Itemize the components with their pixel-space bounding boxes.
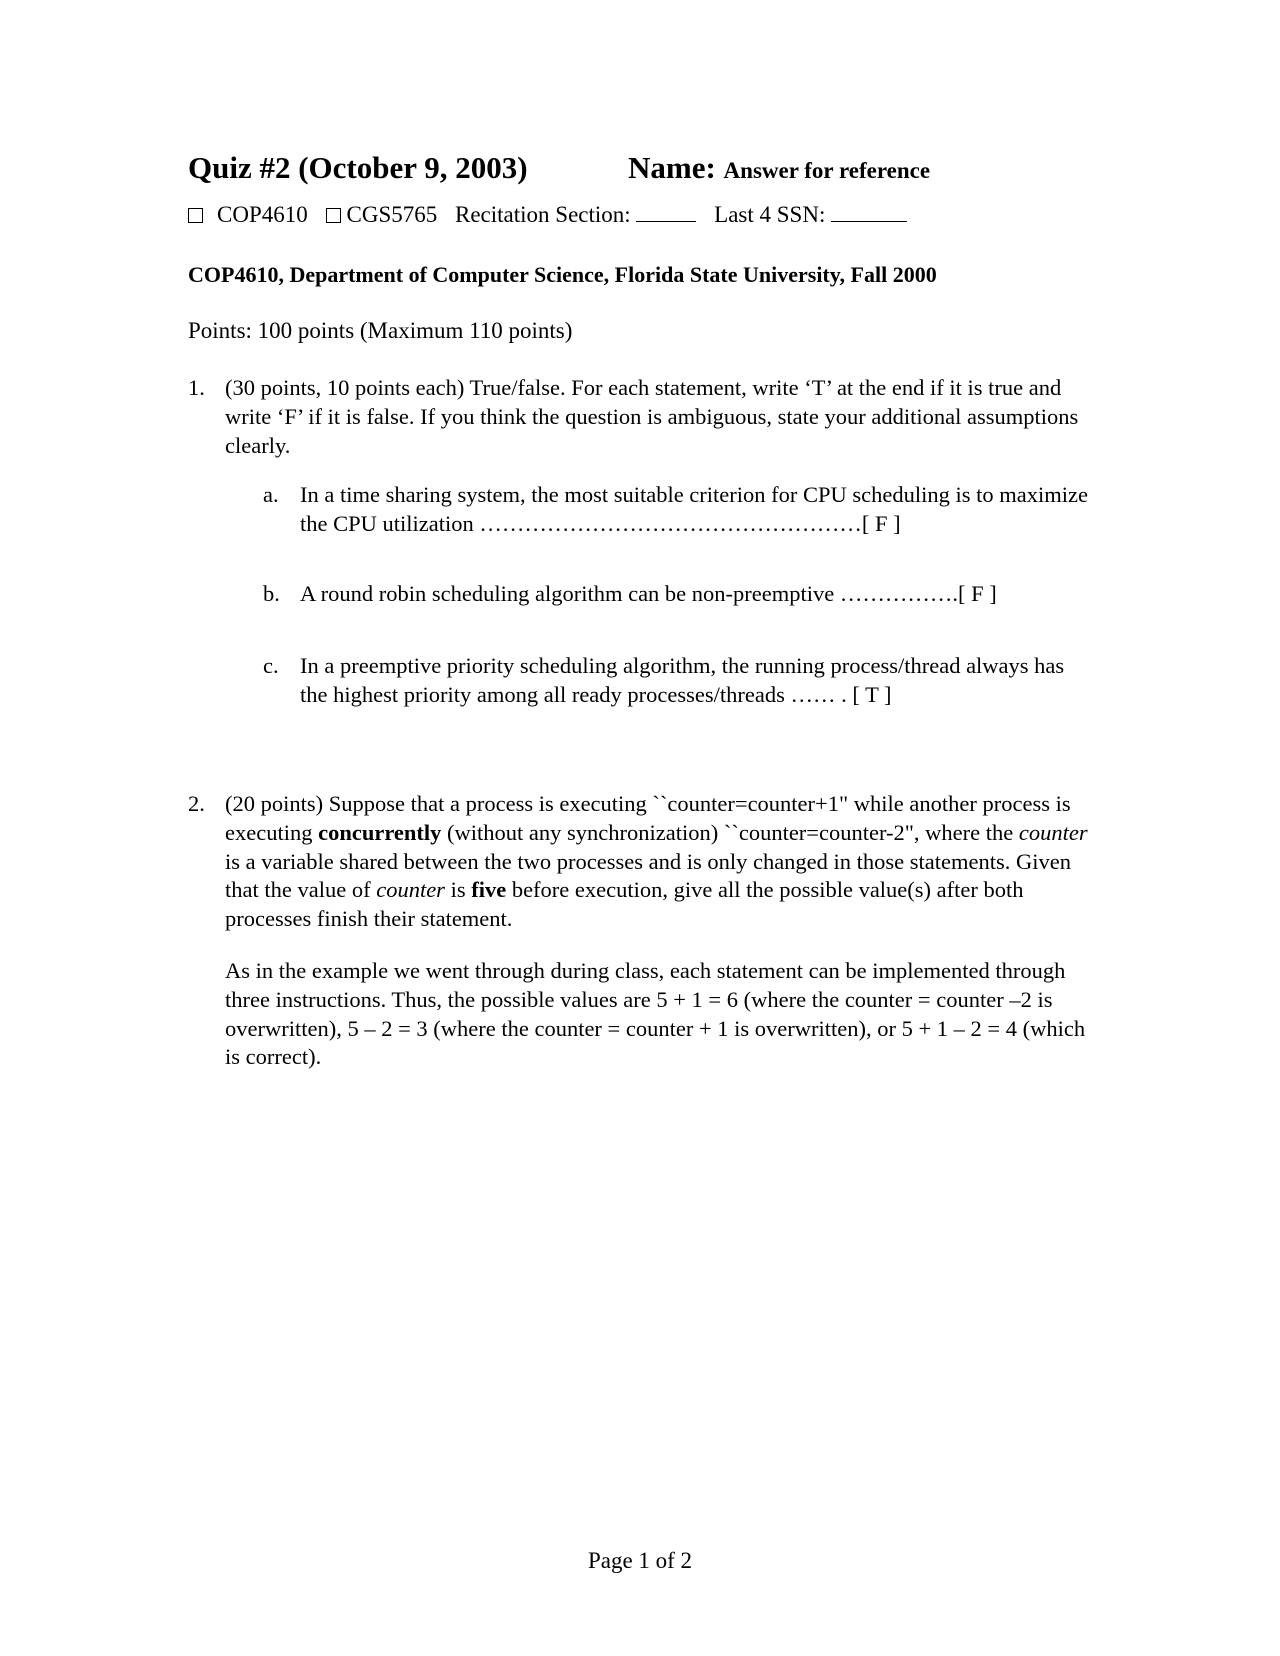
recitation-blank[interactable]	[636, 202, 696, 222]
bold-concurrently: concurrently	[318, 819, 442, 845]
question-1b-text: A round robin scheduling algorithm can be non-preemptive …………….[ F ]	[300, 581, 997, 606]
name-field	[628, 150, 930, 186]
course-line	[188, 202, 907, 228]
question-1b-label: b.	[263, 581, 280, 606]
question-1c-label: c.	[263, 653, 279, 678]
ssn-blank[interactable]	[831, 202, 907, 222]
question-2-answer: As in the example we went through during class, each statement can be implemented through three instructions. Thus, the possible values are 5 + 1 = 6 (where the counter = counter –2 is overwritten), 5 – 2 = 3 (where the counter = counter + 1 is overwritten), or 5 + 1 – 2 = 4 (which is correct).	[225, 958, 1086, 1070]
question-1-text: (30 points, 10 points each) True/false. For each statement, write ‘T’ at the end if it is true and write ‘F’ if it is false. If you think the question is ambiguous, state your additional assumptions clearly.	[225, 375, 1079, 458]
question-1-number: 1.	[188, 375, 205, 400]
question-1c-text: In a preemptive priority scheduling algorithm, the running process/thread always has the highest priority among all ready processes/threads …… . [ T ]	[300, 653, 1065, 707]
page-footer: Page 1 of 2	[587, 1548, 693, 1573]
cgs5765-checkbox[interactable]	[326, 208, 341, 223]
quiz-title: Quiz #2 (October 9, 2003)	[188, 150, 528, 185]
recitation-label: Recitation Section:	[455, 202, 631, 227]
italic-counter: counter	[1018, 819, 1088, 845]
department-line: COP4610, Department of Computer Science, Florida State University, Fall 2000	[188, 262, 937, 287]
question-1a-text: In a time sharing system, the most suitable criterion for CPU scheduling is to maximize the CPU utilization ……………………………………………[ F ]	[300, 482, 1088, 536]
cop4610-checkbox[interactable]	[188, 208, 203, 223]
bold-five: five	[471, 877, 507, 903]
name-label: Name:	[628, 150, 716, 185]
question-1a-label: a.	[263, 482, 279, 507]
cgs5765-label: CGS5765	[346, 202, 438, 227]
question-2-number: 2.	[188, 791, 205, 816]
name-value: Answer for reference	[723, 158, 931, 183]
cop4610-label: COP4610	[217, 202, 308, 227]
ssn-label: Last 4 SSN:	[714, 202, 826, 227]
italic-counter: counter	[376, 877, 445, 903]
points-line: Points: 100 points (Maximum 110 points)	[188, 318, 573, 343]
question-2-text: (20 points) Suppose that a process is executing ``counter=counter+1" while another process is executing concurrently (without any synchronization) ``counter=counter-2", where the counter is a variable shared between the two processes and is only changed in those statements. Given that the value of counter is five before execution, give all the possible value(s) after both processes finish their statement.	[225, 791, 1088, 932]
